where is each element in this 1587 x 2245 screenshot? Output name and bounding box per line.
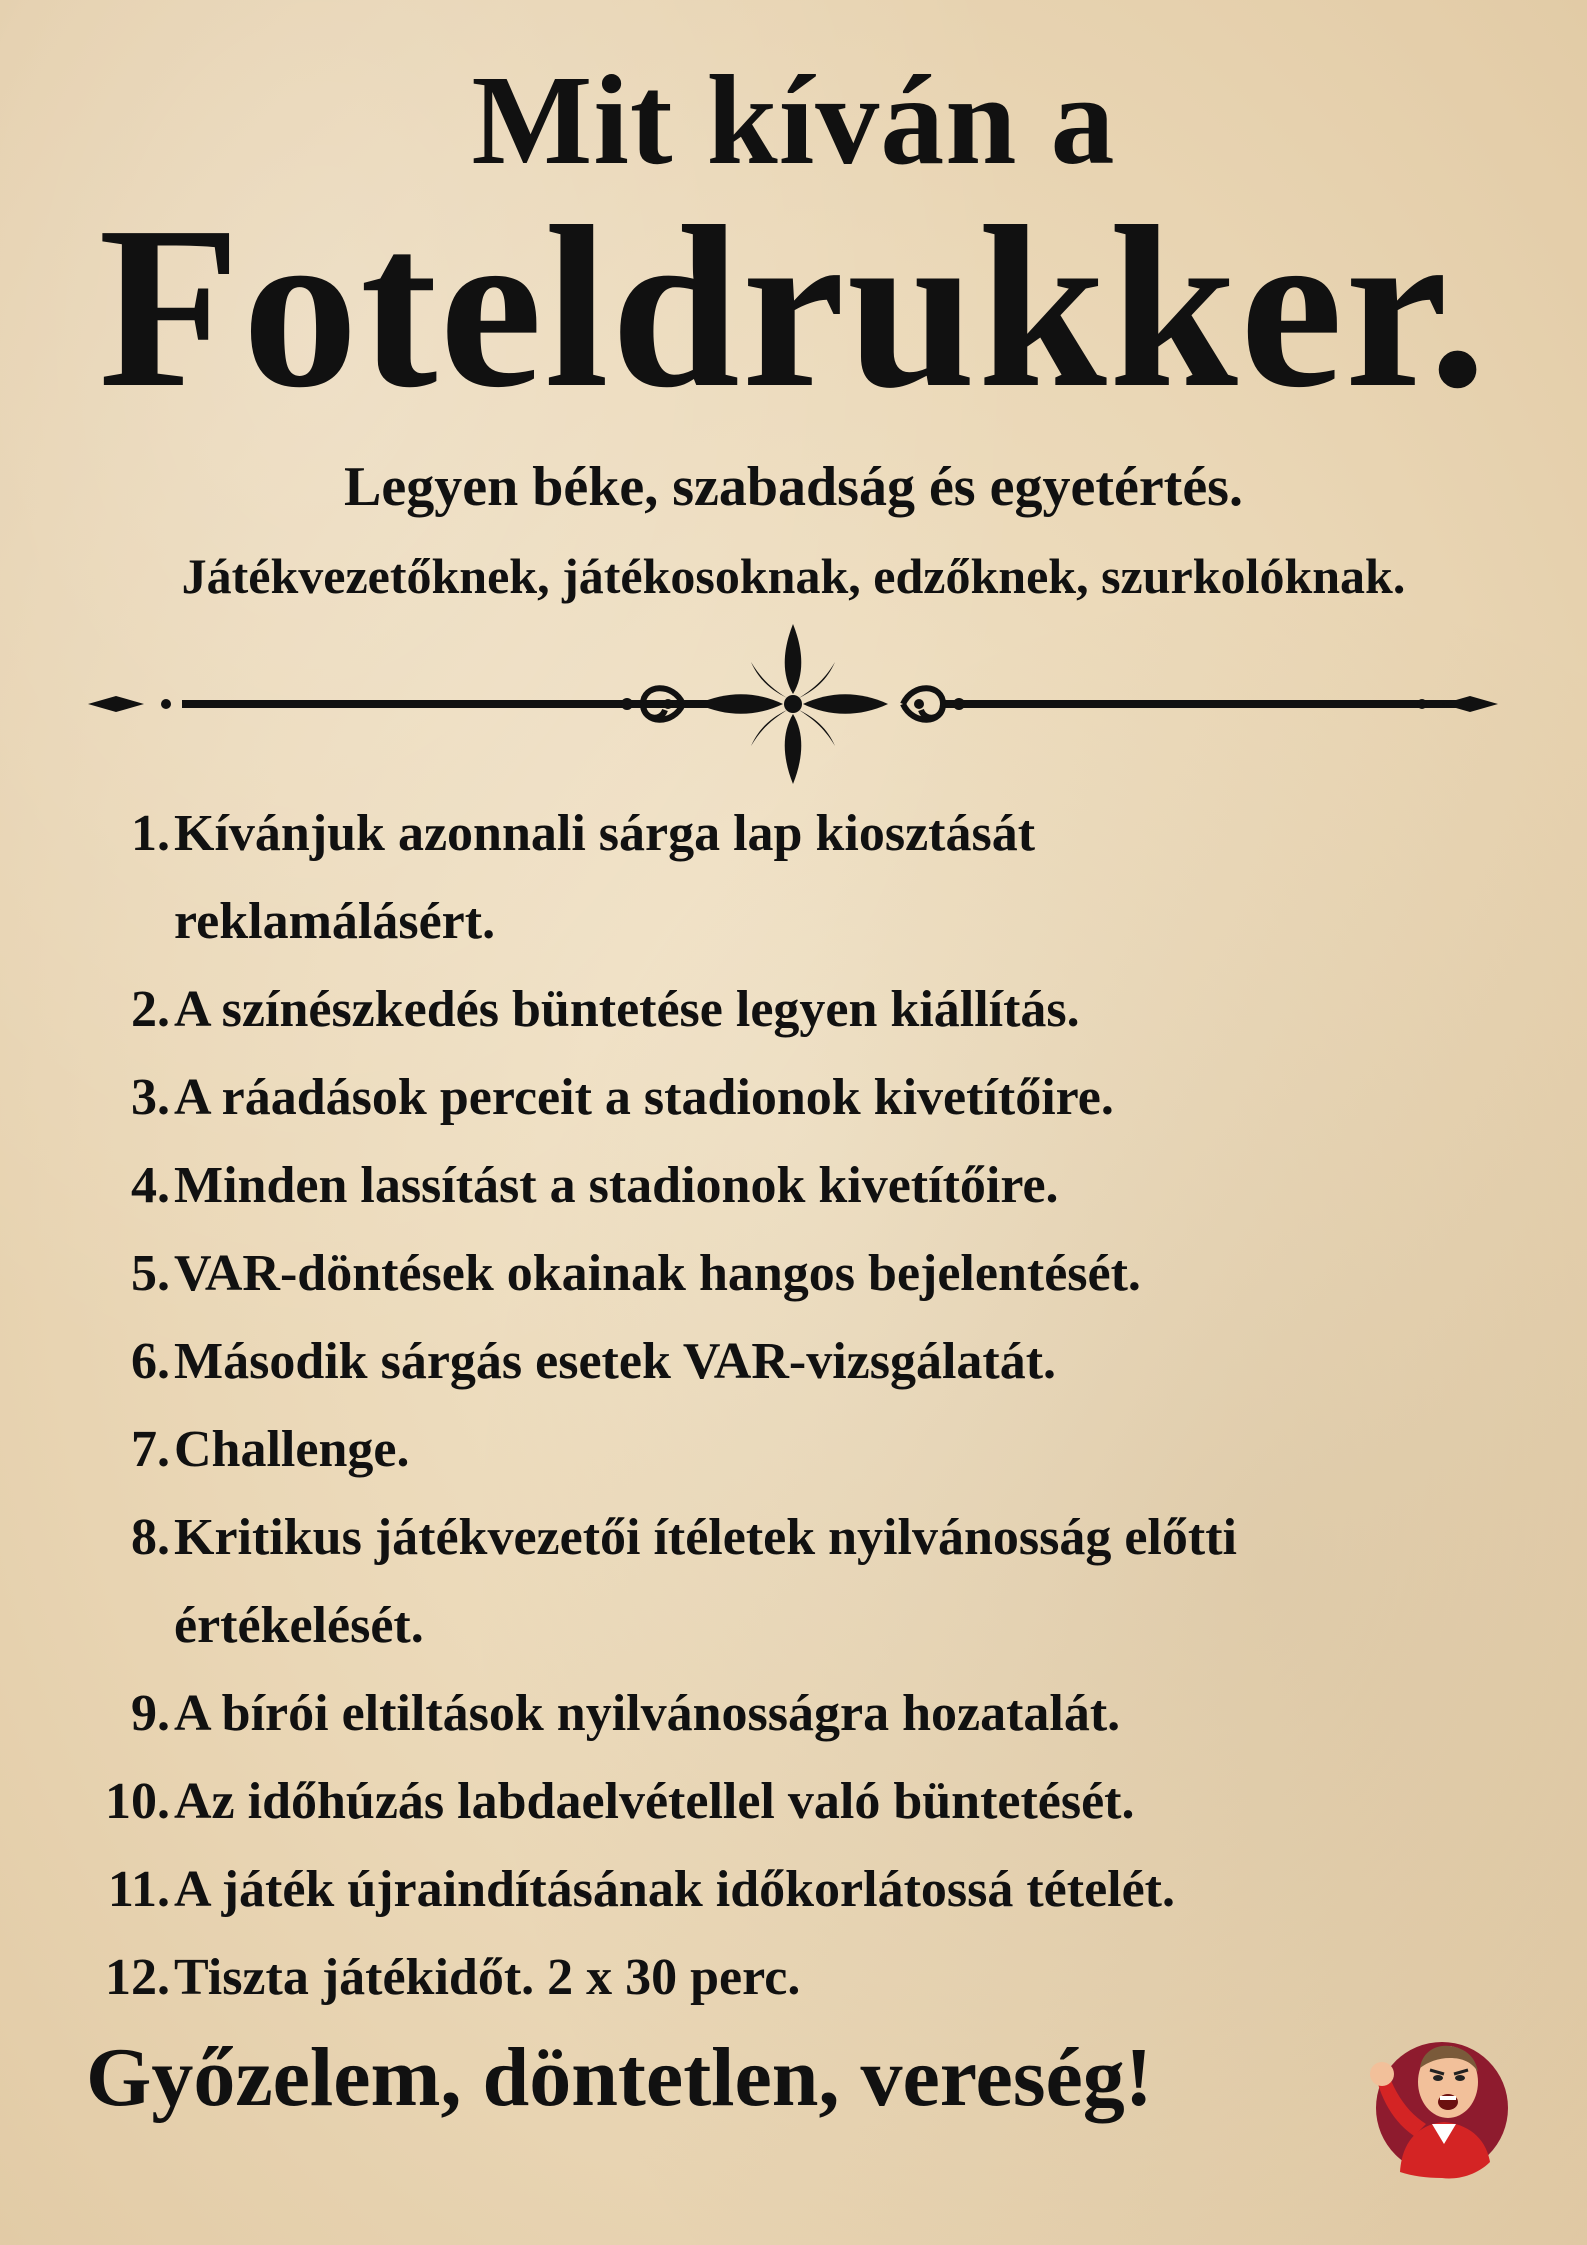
- wish-list: [0, 790, 1587, 2022]
- title-line1: Mit kíván a: [471, 49, 1116, 191]
- list-item-number: 4.: [131, 1157, 170, 1214]
- list-item-text: Kritikus játékvezetői ítéletek nyilvánosság előtti: [174, 1509, 1237, 1566]
- list-item-text: Challenge.: [174, 1421, 410, 1478]
- list-item: [0, 1054, 1587, 1142]
- ornament-divider-icon: [80, 618, 1507, 788]
- list-item: [0, 790, 1587, 966]
- cartoon-fan-avatar-icon: [1344, 2012, 1512, 2180]
- subtitle-line2: Játékvezetőknek, játékosoknak, edzőknek, szurkolóknak.: [181, 548, 1406, 604]
- list-item-number: 12.: [105, 1949, 170, 2006]
- list-item-number: 8.: [131, 1509, 170, 1566]
- list-item-text: Tiszta játékidőt. 2 x 30 perc.: [174, 1949, 801, 2006]
- list-item-text: értékelését.: [174, 1597, 424, 1654]
- list-item-number: 2.: [131, 981, 170, 1038]
- list-item-text: Minden lassítást a stadionok kivetítőire.: [174, 1157, 1059, 1214]
- footer-slogan: Győzelem, döntetlen, vereség!: [86, 2031, 1153, 2124]
- list-item: [0, 1142, 1587, 1230]
- list-item: [0, 1318, 1587, 1406]
- list-item: [0, 1406, 1587, 1494]
- list-item-number: 6.: [131, 1333, 170, 1390]
- list-item-text: reklamálásért.: [174, 893, 496, 950]
- list-item: [0, 1846, 1587, 1934]
- list-item-text: Az időhúzás labdaelvétellel való büntetését.: [174, 1773, 1135, 1830]
- list-item-number: 11.: [107, 1861, 170, 1918]
- list-item-number: 3.: [131, 1069, 170, 1126]
- list-item-number: 10.: [105, 1773, 170, 1830]
- subtitle-line1: Legyen béke, szabadság és egyetértés.: [344, 456, 1243, 518]
- list-item-text: VAR-döntések okainak hangos bejelentését.: [174, 1245, 1141, 1302]
- list-item-text: Kívánjuk azonnali sárga lap kiosztását: [174, 805, 1036, 862]
- list-item-text: A ráadások perceit a stadionok kivetítőire.: [174, 1069, 1114, 1126]
- list-item-text: Második sárgás esetek VAR-vizsgálatát.: [174, 1333, 1057, 1390]
- list-item-text: A bírói eltiltások nyilvánosságra hozatalát.: [174, 1685, 1121, 1742]
- list-item-number: 7.: [131, 1421, 170, 1478]
- list-item-text: A játék újraindításának időkorlátossá tételét.: [174, 1861, 1175, 1918]
- list-item: [0, 1934, 1587, 2022]
- list-item-text: A színészkedés büntetése legyen kiállítás.: [174, 981, 1080, 1038]
- list-item-number: 1.: [131, 805, 170, 862]
- list-item-number: 9.: [131, 1685, 170, 1742]
- list-item: [0, 1494, 1587, 1670]
- list-item: [0, 1758, 1587, 1846]
- list-item: [0, 1230, 1587, 1318]
- list-item-number: 5.: [131, 1245, 170, 1302]
- title-line2: Foteldrukker.: [98, 179, 1489, 436]
- list-item: [0, 1670, 1587, 1758]
- list-item: [0, 966, 1587, 1054]
